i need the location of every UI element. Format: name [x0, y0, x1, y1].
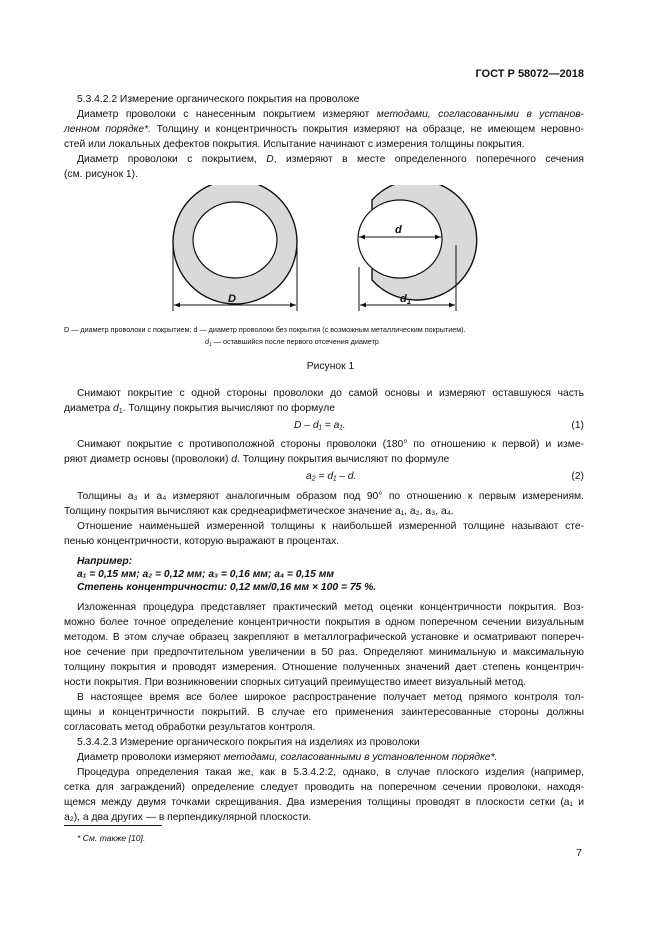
paragraph-line: щемся между двумя точками скрещивания. Два измерения толщины проводят в плоскости сетки (a₁ и — [64, 797, 584, 808]
figure-1-drawing — [160, 185, 480, 315]
paragraph-line: Диаметр проволоки измеряют методами, согласованными в установленном порядке*. — [77, 752, 498, 763]
footnote: * См. также [10]. — [77, 833, 146, 843]
section-heading-5-3-4-2-3: 5.3.4.2.3 Измерение органического покрытия на изделиях из проволоки — [77, 737, 420, 748]
paragraph-line: толщину покрытия и проводят измерения. Отношение полученных значений дает степень концентрич- — [64, 662, 584, 673]
paragraph-line: Снимают покрытие с одной стороны проволоки до самой основы и измеряют оставшуюся часть — [77, 388, 584, 399]
figure-title: Рисунок 1 — [306, 361, 355, 372]
paragraph-line: ное сечение при предпочтительном увеличении в 50 раз. Определяют минимальную и максимальную — [64, 647, 584, 658]
paragraph-line: методом. В этом случае образец закрепляют в металлографической установке и осматривают попереч- — [64, 632, 584, 643]
label-D: D — [228, 293, 236, 305]
page-number: 7 — [576, 848, 582, 859]
paragraph-line: Толщину покрытия вычисляют как среднеарифметическое значение a₁, a₂, a₃, a₄. — [64, 506, 454, 517]
section-heading-5-3-4-2-2: 5.3.4.2.2 Измерение органического покрытия на проволоке — [77, 94, 360, 105]
wire-core — [193, 202, 277, 278]
paragraph-line: можно более точное определение концентричности покрытия в одном поперечном сечении визуальным — [64, 617, 584, 628]
paragraph-line: В настоящее время все более широкое распространение получает метод прямого контроля тол- — [77, 692, 584, 703]
paragraph-line: пенью концентричности, которую выражают в процентах. — [64, 536, 340, 547]
paragraph-line: (см. рисунок 1). — [64, 169, 138, 180]
figure-caption-line: D — диаметр проволоки с покрытием; d — диаметр проволоки без покрытия (с возможным металлическим покрытием). — [64, 325, 466, 334]
paragraph-line: ленном порядке*. Толщину и концентричность покрытия измеряют на образце, не имеющем неровно- — [64, 124, 584, 135]
paragraph-line: Толщины a₃ и a₄ измеряют аналогичным образом под 90° по отношению к первым измерениям. — [77, 491, 584, 502]
equation-1: D – d₁ = a₁. — [294, 420, 346, 431]
paragraph-line: Снимают покрытие с противоположной стороны проволоки (180° по отношению к первой) и изме- — [77, 439, 584, 450]
document-id: ГОСТ Р 58072—2018 — [475, 68, 584, 80]
paragraph-line: ности покрытия. При возникновении спорных ситуаций преимущество имеет визуальный метод. — [64, 677, 527, 688]
footnote-rule — [64, 825, 162, 826]
equation-2-number: (2) — [571, 471, 584, 482]
paragraph-line: Диаметр проволоки с нанесенным покрытием измеряют методами, согласованными в установ- — [77, 109, 584, 120]
paragraph-line: Отношение наименьшей измеренной толщины к наибольшей измеренной толщине называют сте- — [77, 521, 584, 532]
paragraph-line: щины и концентричности покрытий. В случае его применения заинтересованные стороны должны — [64, 707, 584, 718]
paragraph-line: согласовать метод обработки результатов контроля. — [64, 722, 316, 733]
paragraph-line: a₂), а два других — в перпендикулярной плоскости. — [64, 812, 312, 823]
paragraph-line: ряют диаметр основы (проволоки) d. Толщину покрытия вычисляют по формуле — [64, 454, 450, 465]
paragraph-line: сетка для заграждений) определение следует проводить на поперечном сечении проволоки, находя- — [64, 782, 584, 793]
equation-1-number: (1) — [571, 420, 584, 431]
paragraph-line: Процедура определения такая же, как в 5.3.4.2.2, однако, в случае плоского изделия (например, — [77, 767, 584, 778]
label-d1: $d_1$ — [400, 293, 412, 306]
paragraph-line: диаметра $d_1$. Толщину покрытия вычисляют по формуле — [64, 403, 335, 415]
paragraph-line: Диаметр проволоки с покрытием, D, измеряют в месте определенного поперечного сечения — [77, 154, 585, 165]
example-title: Например: — [77, 556, 133, 567]
label-d: d — [395, 224, 402, 236]
equation-2: a₂ = d₁ – d. — [306, 471, 357, 482]
example-values: a₁ = 0,15 мм; a₂ = 0,12 мм; a₃ = 0,16 мм; a₄ = 0,15 мм — [77, 569, 334, 580]
example-result: Степень концентричности: 0,12 мм/0,16 мм × 100 = 75 %. — [77, 582, 377, 593]
figure-caption-line: $d_1$ — оставшийся после первого отсечения диаметр — [205, 337, 379, 348]
paragraph-line: Изложенная процедура представляет практический метод оценки концентричности покрытия. Воз- — [77, 602, 584, 613]
wire-core-cut — [358, 200, 442, 278]
paragraph-line: стей или локальных дефектов покрытия. Испытание начинают с измерения толщины покрытия. — [64, 139, 525, 150]
